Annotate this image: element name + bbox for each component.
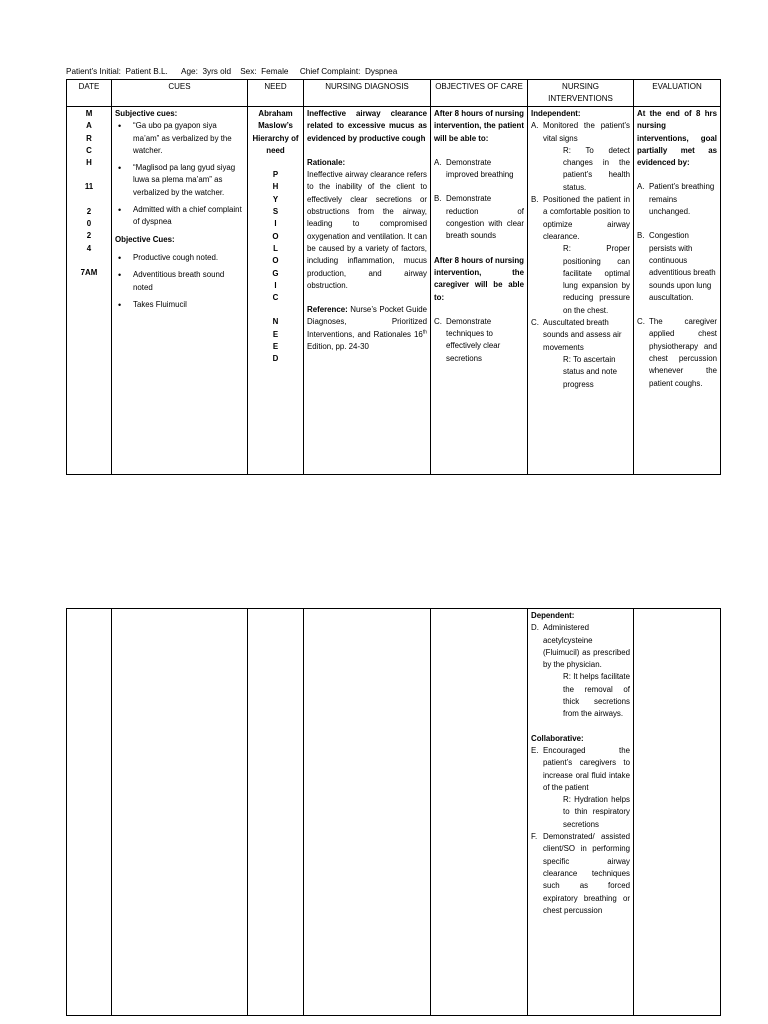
initial-value: Patient B.L.: [125, 67, 168, 76]
col-cues: CUES: [112, 80, 248, 107]
year-digit: 2: [86, 206, 92, 216]
rationale-title: Rationale:: [307, 157, 346, 167]
item-text: The caregiver applied chest physiotherapy and chest percussion whenever the patient coughs.: [649, 317, 717, 388]
col-need: NEED: [248, 80, 304, 107]
item-text: Patient’s breathing remains unchanged.: [649, 182, 715, 217]
item-letter: A.: [637, 182, 645, 192]
need-letter: P: [272, 170, 279, 180]
sex-label: Sex:: [240, 67, 257, 76]
item-text: Administered acetylcysteine (Fluimucil) as prescribed by the physician.: [543, 623, 630, 670]
empty-cell: [112, 609, 248, 1016]
intervention-item: [531, 317, 630, 391]
empty-cell: [67, 609, 112, 1016]
cues-cell: [112, 107, 248, 475]
empty-cell: [431, 609, 528, 1016]
item-rationale: R: To detect changes in the patient’s health status.: [563, 145, 630, 192]
month-letter: H: [86, 158, 92, 168]
complaint-label: Chief Complaint:: [299, 67, 361, 76]
need-letter: O: [272, 231, 279, 241]
list-item: • Admitted with a chief complaint of dyspnea: [129, 204, 244, 229]
empty-cell: [634, 609, 721, 1016]
need-letter: I: [274, 219, 277, 229]
subjective-title: Subjective cues:: [115, 109, 178, 118]
diagnosis-cell: [304, 107, 431, 475]
item-letter: C.: [637, 317, 645, 327]
rationale-text: Ineffective airway clearance refers to the inability of the client to effectively clear secretions or obstructions from the airway, leading to compromised oxygenation and ventilation. It can be caused by a variety of factors, including inflammation, mucus production, and airway obstruction.: [307, 170, 427, 290]
reference: [307, 304, 427, 353]
need-letter: H: [272, 182, 279, 192]
item-letter: D.: [531, 623, 539, 633]
age-label: Age:: [181, 67, 198, 76]
need-letter: I: [274, 280, 277, 290]
year-digit: 4: [86, 243, 92, 253]
interventions-cell: [528, 107, 634, 475]
need-letter: E: [272, 329, 279, 339]
col-diagnosis: NURSING DIAGNOSIS: [304, 80, 431, 107]
item-text: Demonstrated/ assisted client/SO in performing specific airway clearance techniques such as forced expiratory breathing or chest percussion: [543, 832, 630, 915]
empty-cell: [304, 609, 431, 1016]
item-letter: B.: [637, 231, 645, 241]
need-letter: G: [272, 268, 279, 278]
patient-goal: After 8 hours of nursing intervention, the patient will be able to:: [434, 109, 524, 143]
objective-title: Objective Cues:: [115, 234, 175, 244]
header-row: [67, 80, 721, 107]
evaluation-item: [637, 316, 717, 390]
item-letter: A.: [531, 121, 539, 131]
independent-title: Independent:: [531, 109, 581, 118]
objectives-cell: [431, 107, 528, 475]
col-date: DATE: [67, 80, 112, 107]
item-letter: F.: [531, 832, 538, 842]
reference-sup: th: [422, 329, 427, 336]
item-text: Demonstrate improved breathing: [446, 157, 514, 180]
diagnosis-statement: Ineffective airway clearance related to excessive mucus as evidenced by productive cough: [307, 109, 427, 143]
caregiver-goal: After 8 hours of nursing intervention, the caregiver will be able to:: [434, 255, 524, 302]
table-row: [67, 107, 721, 475]
need-letters: [251, 316, 300, 365]
year-digit: 2: [86, 231, 92, 241]
year-digit: 0: [86, 219, 92, 229]
col-objectives: OBJECTIVES OF CARE: [431, 80, 528, 107]
item-letter: B.: [434, 194, 442, 204]
item-text: Encouraged the patient’s caregivers to increase oral fluid intake of the patient: [543, 745, 630, 792]
dependent-title: Dependent:: [531, 611, 575, 620]
patient-header: [66, 67, 397, 76]
date-day: 11: [84, 182, 94, 192]
intervention-item: [531, 622, 630, 720]
item-text: Auscultated breath sounds and assess air movements: [543, 318, 622, 352]
need-cell: [248, 107, 304, 475]
item-text: Demonstrate reduction of congestion with clear breath sounds: [446, 194, 524, 241]
date-time: 7AM: [80, 267, 98, 277]
intervention-item: [531, 120, 630, 194]
need-letter: O: [272, 256, 279, 266]
evaluation-item: [637, 181, 717, 218]
item-letter: B.: [531, 195, 539, 205]
need-letter: Y: [272, 194, 279, 204]
col-interventions: NURSING INTERVENTIONS: [528, 80, 634, 107]
reference-tail: Edition, pp. 24-30: [307, 342, 369, 352]
evaluation-cell: [634, 107, 721, 475]
item-rationale: R: Hydration helps to thin respiratory secretions: [563, 795, 630, 829]
item-text: Congestion persists with continuous adventitious breath sounds upon lung auscultation.: [649, 231, 716, 302]
evaluation-item: [637, 230, 717, 304]
item-letter: C.: [434, 316, 442, 326]
empty-cell: [248, 609, 304, 1016]
item-text: Demonstrate techniques to effectively clear secretions: [446, 316, 501, 363]
month-letter: M: [85, 109, 93, 118]
item-letter: A.: [434, 157, 442, 167]
intervention-item: [531, 745, 630, 831]
objective-item: [434, 316, 524, 365]
need-letter: D: [272, 354, 279, 364]
need-letter: C: [272, 293, 279, 303]
collaborative-title: Collaborative:: [531, 733, 584, 743]
reference-label: Reference:: [307, 305, 348, 315]
subjective-list: [115, 120, 244, 228]
objective-list: [115, 252, 244, 311]
month-letter: A: [86, 121, 92, 131]
list-item: • “Maglisod pa lang gyud siyag luwa sa plema ma’am” as verbalized by the watcher.: [129, 162, 244, 199]
need-letter: S: [272, 207, 279, 217]
year-digits: [70, 206, 108, 255]
interventions-cell-continued: [528, 609, 634, 1016]
sex-value: Female: [261, 67, 289, 76]
reference-text: Nurse’s Pocket Guide Diagnoses, Prioritized Interventions, and Rationales 16: [307, 305, 427, 339]
list-item: • Adventitious breath sound noted: [129, 269, 244, 294]
list-item: • Productive cough noted.: [129, 252, 244, 264]
item-letter: C.: [531, 318, 539, 328]
list-item: • “Ga ubo pa gyapon siya ma’am” as verbalized by the watcher.: [129, 120, 244, 157]
initial-label: Patient’s Initial:: [66, 67, 121, 76]
item-rationale: R: It helps facilitate the removal of thick secretions from the airways.: [563, 672, 630, 719]
month-letters: [70, 108, 108, 169]
month-letter: R: [86, 133, 92, 143]
objective-item: [434, 157, 524, 182]
item-rationale: R: Proper positioning can facilitate optimal lung expansion by reducing pressure on the chest.: [563, 244, 630, 315]
col-evaluation: EVALUATION: [634, 80, 721, 107]
physiologic-letters: [251, 169, 300, 304]
evaluation-summary: At the end of 8 hrs nursing interventions, goal partially met as evidenced by:: [637, 109, 717, 168]
date-cell: [67, 107, 112, 475]
item-text: Monitored the patient’s vital signs: [543, 121, 630, 143]
item-letter: E.: [531, 745, 539, 755]
care-plan-table: [66, 79, 721, 475]
item-text: Positioned the patient in a comfortable position to optimize airway clearance.: [543, 195, 630, 241]
table-row: [67, 609, 721, 1016]
objective-item: [434, 193, 524, 242]
care-plan-table-continued: [66, 608, 721, 1016]
intervention-item: [531, 831, 630, 917]
intervention-item: [531, 194, 630, 317]
list-item: • Takes Fluimucil: [129, 299, 244, 311]
age-value: 3yrs old: [202, 67, 232, 76]
item-rationale: R: To ascertain status and note progress: [563, 354, 617, 389]
month-letter: C: [86, 145, 92, 155]
complaint-value: Dyspnea: [364, 67, 398, 76]
need-letter: E: [272, 342, 279, 352]
need-title: Abraham Maslow’s Hierarchy of need: [252, 109, 299, 155]
need-letter: N: [272, 317, 279, 327]
need-letter: L: [273, 243, 278, 253]
